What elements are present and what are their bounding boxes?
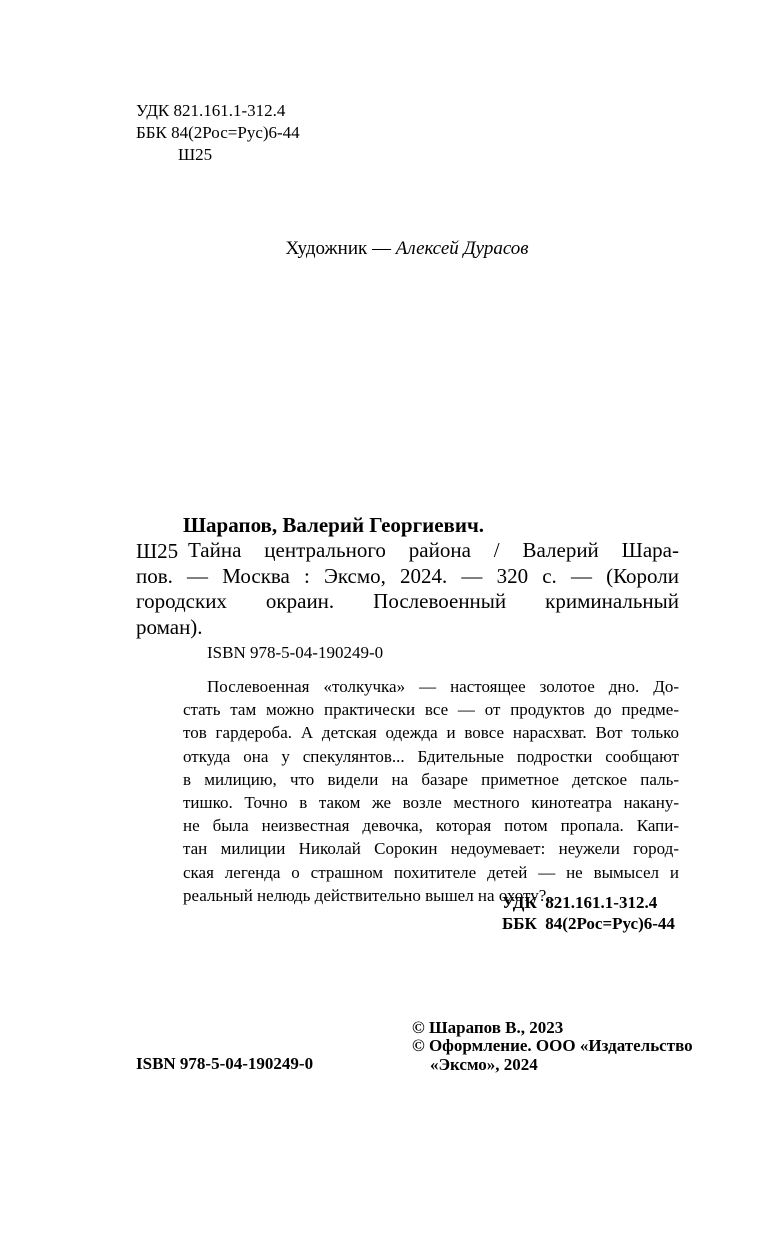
card-title-line: Тайна центрального района / Валерий Шара-	[188, 538, 679, 562]
author-mark: Ш25	[178, 145, 213, 164]
annotation-line: не была неизвестная девочка, которая потом пропала. Капи-	[183, 816, 679, 836]
card-title-line: пов. — Москва : Эксмо, 2024. — 320 с. — (Короли	[136, 563, 679, 588]
artist-label: Художник —	[285, 238, 396, 259]
annotation	[183, 675, 679, 907]
card-author: Шарапов, Валерий Георгиевич.	[183, 513, 485, 537]
annotation-line: Послевоенная «толкучка» — настоящее золотое дно. До-	[207, 677, 679, 696]
annotation-line: тов гардероба. А детская одежда и вовсе нарасхват. Вот только	[183, 723, 679, 743]
udk-code: УДК 821.161.1-312.4	[136, 101, 286, 120]
card-udk: УДК 821.161.1-312.4	[502, 893, 658, 912]
artist-credit	[0, 236, 768, 261]
annotation-line: ская легенда о страшном похитителе детей — не вымысел и	[183, 862, 679, 882]
card-isbn: ISBN 978-5-04-190249-0	[207, 643, 384, 662]
card-title-rest	[136, 564, 679, 641]
annotation-line: тан милиции Николай Сорокин недоумевает: неужели город-	[183, 839, 679, 859]
annotation-line: реальный нелюдь действительно вышел на охоту?..	[183, 885, 555, 905]
card-title-line: роман).	[136, 614, 203, 639]
artist-name: Алексей Дурасов	[395, 238, 529, 259]
footer-isbn: ISBN 978-5-04-190249-0	[136, 1054, 314, 1073]
copyright-design-cont: «Эксмо», 2024	[430, 1055, 538, 1074]
copyright-design: © Оформление. ООО «Издательство	[412, 1036, 693, 1055]
bbk-code: ББК 84(2Рос=Рус)6-44	[136, 123, 300, 142]
card-mark: Ш25	[136, 539, 179, 563]
card-title-line: городских окраин. Послевоенный криминальный	[136, 589, 679, 613]
annotation-line: тишко. Точно в таком же возле местного кинотеатра накану-	[183, 793, 679, 813]
annotation-line: откуда она у спекулянтов... Бдительные подростки сообщают	[183, 746, 679, 766]
copyright-author: © Шарапов В., 2023	[412, 1018, 564, 1037]
annotation-line: в милицию, что видели на базаре приметное детское паль-	[183, 769, 679, 789]
card-bbk: ББК 84(2Рос=Рус)6-44	[502, 914, 675, 933]
card-title-first	[188, 538, 679, 564]
annotation-line: стать там можно практически все — от продуктов до предме-	[183, 700, 679, 720]
